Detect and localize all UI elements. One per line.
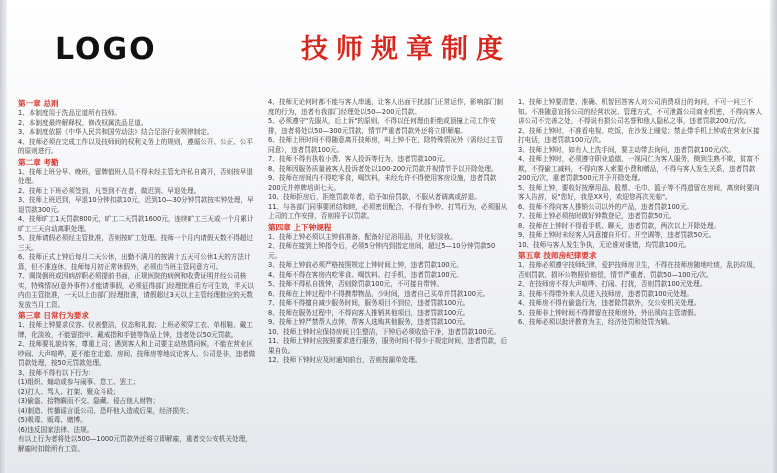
rule-item: 1、技师上钟要清楚、准确、机智回答客人对公司消费项目的询问，不可一问三不知。不准随意宣扬公司的经营状况、管理方式，不可泄露公司商业机密，不得向客人讲公司不完善之处，不得说有损公司名誉和他人隐私之事，违者罚款200元/次。	[518, 98, 762, 125]
rule-item: 3、技师上钟时，如有人上洗手间，要主动带去询问，违者罚款100元/次。	[518, 145, 735, 154]
rule-item: 2、技师上钟时，不准看电视、吃饭、在沙发上睡觉；禁止带手机上钟或在营业区接打电话，违者罚款100元/次。	[518, 126, 760, 144]
rule-item: (6)违反国家法律、法规。	[18, 425, 94, 434]
rule-item: 3、技师上班迟到，早退10分钟扣款10元，迟到10—30分钟罚款按实钟处理，早退罚款300元。	[18, 196, 254, 214]
rule-item: 1、技师上钟必须以主钟前准备，配备好足浴用品，并化好淡妆。	[268, 232, 457, 241]
rule-item: 2、在技师房不得大声喧哗、打闹、打扰，否则罚款100元处理。	[518, 280, 707, 288]
rule-item: (3)偷盗、拾物瞒而不交、隐藏、侵占他人财物；	[18, 397, 160, 405]
rule-item: 4、技师上钟时，必须遵守职业道德，一视同仁为客人服务，侧到生熟不欺，贫富不欺，不得偷工减料，不得向客人索要小费和赠品，不得与客人发生关系，违者罚款200元/次，重者罚款500元并予开除处理。	[518, 155, 760, 182]
rule-item: 1、技师上钟要求仪容、仪表整洁，仪态和礼貌；上班必须穿工衣、单根鞋、戴工牌，化淡妆，不能留指甲、戴戒指和手链等饰品上钟，违者处以50元罚款。	[18, 321, 253, 339]
rule-item: 4、技师必须在完成工作以及技师间的权利义务上的规则，遵循公开、公正、公平的原则进行。	[18, 137, 253, 155]
rule-item: 10、技师上钟时应保持房间卫生整洁，下钟后必须收拾干净，违者罚款100元。	[268, 327, 500, 336]
rule-item: 2、本制度最终解释权、修改权属洗品足道。	[18, 118, 148, 127]
rule-item: 5、必须遵守"先服从，后上诉"的原则，不得以任何理由拒绝或顶撞上司工作安排，违者将处以50—300元罚款，情节严重者罚款外还将立即解雇。	[268, 117, 496, 135]
chapter-heading: 第一章 总则	[18, 99, 59, 108]
rule-item: 2、技师在接到上钟指令后，必须5分钟内到指定房间，超过5—10分钟罚款50元。	[268, 242, 496, 260]
right-decor-stripe	[770, 0, 777, 473]
rule-item: 5、技师请假必须经主管批准，否则按旷工处理。技师一个月内请假天数不得超过三天。	[18, 234, 253, 252]
rule-item: 6、技师不得向客人推销公司以外的产品，违者罚款100元。	[518, 202, 694, 211]
rule-item: 7、技师不得有执收小费、客人投诉等行为，违者罚款100元。	[268, 155, 450, 163]
rule-item: 3、技师不得带外来人员进入技师房，违者罚款100元处理。	[518, 289, 694, 298]
rule-item: 4、技师旷工1天罚款800元，旷工二天罚款1600元，连续旷工三天或一个月累计旷工三天自动离职处理。	[18, 215, 254, 233]
rule-item: 有以上行为者将处以500—1000元罚款外还将立即解雇，重者交公安机关处理，解雇时扣除所有工资。	[18, 435, 252, 453]
left-decor-stripe	[0, 0, 7, 473]
chapter-heading: 第五章 技师房纪律要求	[518, 251, 597, 260]
rule-item: 3、技师不得有以下行为：	[18, 368, 95, 377]
rule-item: 8、技师在服务过程中，不得向客人推销其他项目，违者罚款100元。	[268, 308, 470, 317]
chapter-heading: 第四章 上下钟规程	[268, 222, 332, 232]
rule-item: 3、技师上钟前必须严格按照规定上钟时间上钟，违者罚款100元。	[268, 261, 463, 269]
column-left	[18, 98, 256, 469]
rule-item: 6、技师正式上钟后每月二天公休，出勤不满月的按满十五天可公休1天的方法计算，但不准连休，技师每月初正常休假外，必须由当班主管同意方可。	[18, 253, 251, 271]
rule-item: 6、技师必须以批评教育为主，经济处罚和处罚为辅。	[518, 318, 674, 326]
logo: LOGO	[55, 32, 157, 67]
rule-item: 7、技师不得擅自减少服务时间，服务项目不到位，违者罚款100元。	[268, 299, 470, 307]
rule-item: 2、技师上下班必须签到，凡签到不在者，做迟到、早退处理。	[18, 186, 201, 195]
rule-item: 5、技师非上钟时间不得滞留在技师房外，外出须向主管请假。	[518, 308, 701, 317]
rule-item: 7、调岗倒班或因病辞职必须提前书面，正规医院的病例和收费证明并经公司核实，特殊情况(意外事件)才能请事假，必须征得部门经理批准后方可生效，半天以内由主管批准，一天以上由部门经理批准，请假超过3天以上主管经理批应的天数发放当月工资。	[18, 272, 254, 309]
column-right	[518, 98, 763, 469]
rule-item: 5、技师不得私自拨钟，否则除罚款100元，不可接自带钟。	[268, 280, 444, 288]
rule-item: (2)打人、骂人、打架、聚众斗殴；	[18, 387, 120, 396]
chapter-heading: 第二章 考勤	[18, 157, 59, 167]
rule-item: (5)吸毒、贩毒、赌博。	[18, 416, 87, 424]
rule-item: 10、技师与客人发生争执，无论谁对谁错，均罚款100元。	[518, 240, 691, 249]
rule-item: 1、技师必须遵守技师纪律，爱护技师房卫生，不得在技师房随地吐痰，乱扔垃圾，否则罚款，损坏公物照价赔偿，情节严重者，罚款50—100元/次。	[518, 261, 760, 279]
rule-item: 9、技师在房间内不得吃零食，喝饮料，未经允许不得使用客房设施，违者罚款200元并停牌培训七天。	[268, 174, 497, 192]
rule-item: 1、技师上班分早、晚班，留牌值班人员不得未经主管允许私自离开，否则按早退处理。	[18, 167, 253, 185]
rule-item: (1)组织、煽动或参与闹事、怠工、罢工；	[18, 378, 140, 386]
column-middle	[268, 98, 508, 469]
rule-item: 8、技师因服务质量被客人投诉者处以100-200元罚款并视情节予以开除处理。	[268, 164, 498, 173]
rule-item: 4、技师房不得有偷盗行为，违者除罚款外，交公安机关处理。	[518, 299, 701, 307]
rule-item: 6、技师上班时间不得随意离开技师房，叫上钟不在，除特殊情况外（需经过主管同意），违者罚款100元。	[268, 136, 503, 154]
rule-item: 1、本制度用于洗品足道所有技师。	[18, 109, 122, 117]
rule-item: 9、技师上钟严禁帮人点钟，帮客人选购其他服务，违者罚款100元。	[268, 318, 470, 326]
page-title: 技师规章制度	[301, 34, 511, 65]
rule-item: 9、技师上钟时未经客人同意擅自开灯、开空调等，违者罚款50元。	[518, 231, 716, 239]
rule-item: 11、与各部门同事要团结和睦，必须密切配合，不得有争吵、打骂行为，必须服从上司的工作安排，否则将予以罚款。	[268, 202, 508, 220]
rule-item: 12、技师下钟时应及时通知前台，否则按漏单处理。	[268, 356, 422, 364]
rule-item: (4)制造、传播谣言诋公司、恐吓他人造成后果，经济损失；	[18, 406, 193, 415]
rule-item: 8、技师在上钟时不得看手机、聊天，违者罚款，两次以上开除处理。	[518, 221, 721, 230]
rule-item: 2、技师要礼貌待客，尊重上司；遇到客人和上司要主动热情问候，不能在营业区吵闹、大声喧哗，更不能在走道、房间、技师房等地议论客人、公司是非，违者做罚款处理，按50元罚款处理。	[18, 340, 256, 367]
rule-item: 4、技师不得在客房内吃零食、喝饮料、打手机，违者罚款100元。	[268, 270, 463, 279]
rule-item: 5、技师上钟，要收好按摩用品、股票、毛巾、篮子等不得遗留在房间，离房时要向客人告辞，说"您好，我是XX号，欢迎您再次光临"。	[518, 183, 760, 201]
chapter-heading: 第三章 日常行为要求	[18, 311, 89, 320]
rule-item: 3、本制度依据《中华人民共和国劳动法》结合足浴行业规律制定。	[18, 128, 214, 136]
rule-item: 4、技师无论何时都不能与客人串通，让客人出面干扰部门正常运作，影响部门制度的行为，违者有我部门经理处以50—200元罚款。	[268, 98, 503, 116]
rule-item: 11、技师上钟时应按照要求进行服务，服务时间不得少于规定时间，违者罚款，后果自负。	[268, 337, 508, 355]
rule-item: 6、技师在上钟过程中不得携带物品，少时间，违者自己买单并罚款100元。	[268, 289, 490, 298]
rule-item: 10、技师拒房后，拒绝罚款单者，给予如倍罚款，不服从者调离或辞退。	[268, 193, 481, 201]
rule-item: 7、技师上钟必须按时做好钟数登记，违者罚款50元。	[518, 212, 676, 220]
